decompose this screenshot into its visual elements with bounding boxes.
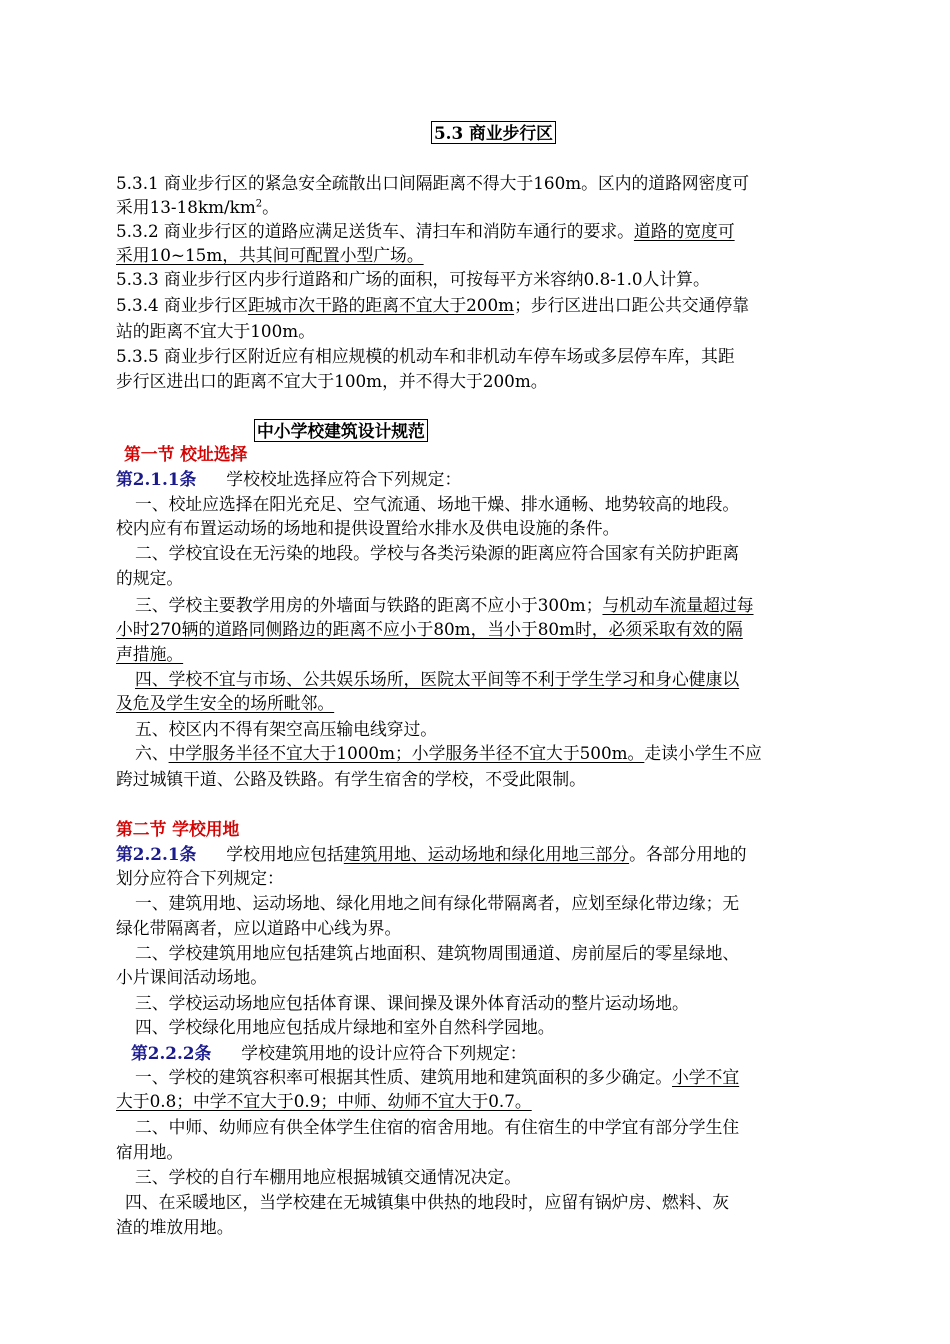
paragraph-line: 三、学校主要教学用房的外墙面与铁路的距离不应小于300m；与机动车流量超过每 — [135, 595, 754, 615]
paragraph-line: 三、学校运动场地应包括体育课、课间操及课外体育活动的整片运动场地。 — [135, 993, 689, 1013]
paragraph-line: 小时270辆的道路同侧路边的距离不应小于80m，当小于80m时，必须采取有效的隔 — [116, 619, 743, 639]
paragraph-line: 大于0.8；中学不宜大于0.9；中师、幼师不宜大于0.7。 — [116, 1091, 532, 1111]
paragraph-line: 宿用地。 — [116, 1142, 184, 1162]
section-5-3-title: 5.3 商业步行区 — [431, 122, 556, 144]
paragraph-line: 二、中师、幼师应有供全体学生住宿的宿舍用地。有住宿生的中学宜有部分学生住 — [135, 1117, 740, 1137]
paragraph-line: 声措施。 — [116, 644, 184, 664]
section-2-heading: 第二节 学校用地 — [116, 819, 240, 839]
paragraph-line: 一、建筑用地、运动场地、绿化用地之间有绿化带隔离者，应划至绿化带边缘；无 — [135, 893, 740, 913]
paragraph-line: 四、学校不宜与市场、公共娱乐场所，医院太平间等不利于学生学习和身心健康以 — [135, 669, 740, 689]
paragraph-line: 5.3.3 商业步行区内步行道路和广场的面积，可按每平方米容纳0.8-1.0人计算。 — [116, 269, 710, 289]
paragraph-line: 渣的堆放用地。 — [116, 1217, 234, 1237]
paragraph-line: 步行区进出口的距离不宜大于100m，并不得大于200m。 — [116, 371, 548, 391]
paragraph-line: 5.3.2 商业步行区的道路应满足送货车、清扫车和消防车通行的要求。道路的宽度可 — [116, 221, 735, 241]
paragraph-line: 四、在采暖地区，当学校建在无城镇集中供热的地段时，应留有锅炉房、燃料、灰 — [125, 1192, 730, 1212]
section-1-heading: 第一节 校址选择 — [124, 444, 248, 464]
article-2-1-1: 第2.1.1条 学校校址选择应符合下列规定： — [116, 469, 462, 489]
paragraph-line: 站的距离不宜大于100m。 — [116, 321, 315, 341]
paragraph-line: 二、学校建筑用地应包括建筑占地面积、建筑物周围通道、房前屋后的零星绿地、 — [135, 943, 740, 963]
paragraph-line: 一、校址应选择在阳光充足、空气流通、场地干燥、排水通畅、地势较高的地段。 — [135, 494, 740, 514]
paragraph-line: 采用$13-18km/km^2$。 — [116, 197, 279, 217]
paragraph-line: 四、学校绿化用地应包括成片绿地和室外自然科学园地。 — [135, 1017, 555, 1037]
paragraph-line: 三、学校的自行车棚用地应根据城镇交通情况决定。 — [135, 1167, 521, 1187]
article-2-2-2: 第2.2.2条 学校建筑用地的设计应符合下列规定： — [131, 1043, 527, 1063]
paragraph-line: 5.3.1 商业步行区的紧急安全疏散出口间隔距离不得大于160m。区内的道路网密度可 — [116, 173, 749, 193]
article-2-2-1: 第2.2.1条 学校用地应包括建筑用地、运动场地和绿化用地三部分。各部分用地的 — [116, 844, 747, 864]
paragraph-line: 及危及学生安全的场所毗邻。 — [116, 693, 335, 713]
paragraph-line: 的规定。 — [116, 568, 184, 588]
paragraph-line: 小片课间活动场地。 — [116, 967, 268, 987]
paragraph-line: 采用10~15m，共其间可配置小型广场。 — [116, 245, 424, 265]
paragraph-line: 5.3.4 商业步行区距城市次干路的距离不宜大于200m；步行区进出口距公共交通停靠 — [116, 295, 750, 315]
paragraph-line: 一、学校的建筑容积率可根据其性质、建筑用地和建筑面积的多少确定。小学不宜 — [135, 1067, 740, 1087]
paragraph-line: 二、学校宜设在无污染的地段。学校与各类污染源的距离应符合国家有关防护距离 — [135, 543, 740, 563]
paragraph-line: 划分应符合下列规定： — [116, 868, 284, 888]
school-code-title: 中小学校建筑设计规范 — [254, 420, 428, 442]
paragraph-line: 绿化带隔离者，应以道路中心线为界。 — [116, 918, 402, 938]
paragraph-line: 5.3.5 商业步行区附近应有相应规模的机动车和非机动车停车场或多层停车库，其距 — [116, 346, 735, 366]
paragraph-line: 六、中学服务半径不宜大于1000m；小学服务半径不宜大于500m。走读小学生不应 — [135, 743, 762, 763]
paragraph-line: 五、校区内不得有架空高压输电线穿过。 — [135, 719, 438, 739]
paragraph-line: 跨过城镇干道、公路及铁路。有学生宿舍的学校，不受此限制。 — [116, 769, 586, 789]
paragraph-line: 校内应有布置运动场的场地和提供设置给水排水及供电设施的条件。 — [116, 518, 620, 538]
